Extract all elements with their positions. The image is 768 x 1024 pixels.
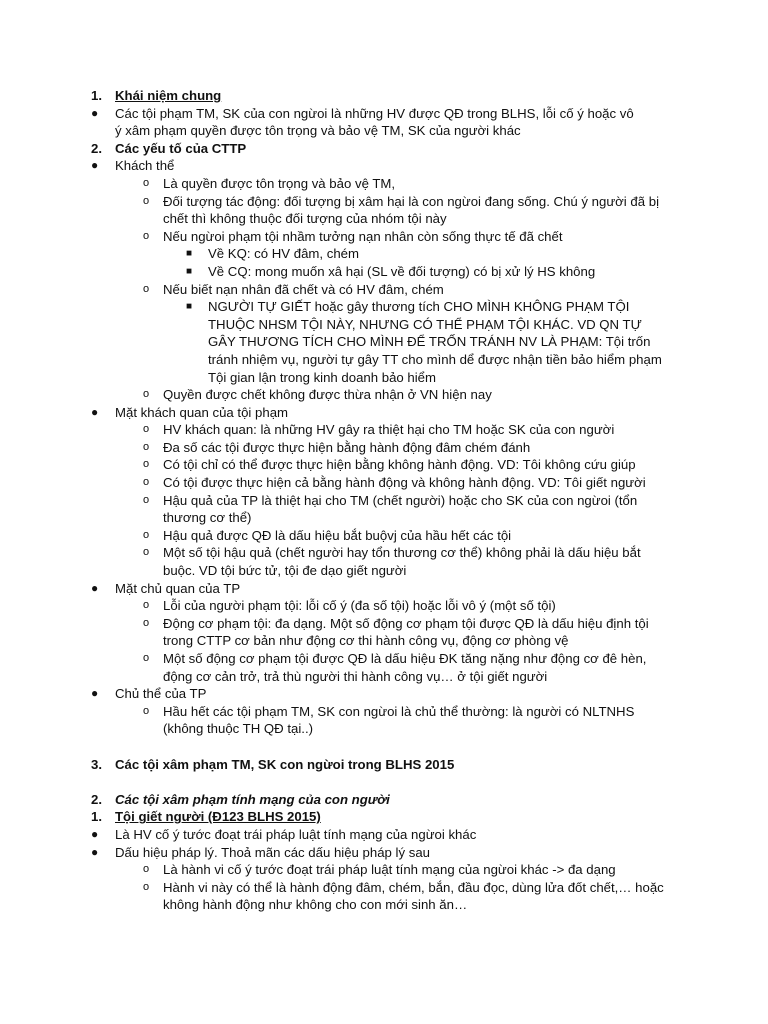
list-item [0, 404, 768, 422]
circle-bullet-icon: o [143, 546, 150, 559]
circle-bullet-icon: o [143, 652, 150, 664]
heading-text: Các yếu tố của CTTP [115, 140, 247, 156]
list-item-text: Mặt khách quan của tội phạm [115, 404, 289, 420]
circle-bullet-icon: o [143, 388, 150, 401]
list-item [0, 263, 768, 281]
bullet-icon: ● [91, 686, 99, 701]
list-item-text: Về KQ: có HV đâm, chém [208, 246, 359, 262]
list-item-text: Nếu biết nạn nhân đã chết và có HV đâm, chém [163, 281, 444, 297]
list-item-text: NGƯỜI TỰ GIẾT hoặc gây thương tích CHO MÌNH KHÔNG PHẠM TỘI THUỘC NHSM TỘI NÀY, NHƯNG CÓ THỂ PHẠM TỘI KHÁC. VD QN TỰ GÂY THƯƠNG TÍCH CHO MÌNH ĐỂ TRỐN TRÁNH NV LÀ PHẠM: Tội trốn tránh nhiệm vụ, người tự gây TT cho mình dể được nhận tiền bảo hiểm phạm Tội gian lận trong kinh doanh bảo hiểm [208, 299, 662, 385]
list-item-text: Là quyền được tôn trọng và bảo vệ TM, [163, 175, 396, 191]
list-item-text: Động cơ phạm tội: đa dạng. Một số động cơ phạm tội được QĐ là dấu hiệu định tội trong CTTP cơ bản như động cơ thi hành công vụ, động cơ phòng vệ [163, 615, 649, 649]
list-item [0, 421, 768, 439]
list-number: 2. [91, 791, 102, 807]
circle-bullet-icon: o [143, 599, 150, 612]
list-number: 1. [91, 809, 102, 825]
heading-text: Khái niệm chung [115, 88, 222, 103]
circle-bullet-icon: o [143, 476, 150, 489]
heading-toi-xam-pham-tinh-mang [0, 791, 768, 809]
list-item-text: Khách thể [115, 158, 175, 174]
circle-bullet-icon: o [143, 423, 150, 436]
list-item [0, 281, 768, 299]
list-item [0, 650, 768, 685]
list-number: 3. [91, 756, 102, 772]
spacer [0, 738, 768, 756]
list-item-text: Hậu quả được QĐ là dấu hiệu bắt buộvj của hầu hết các tội [163, 527, 512, 543]
list-item [0, 175, 768, 193]
list-item [0, 492, 768, 527]
square-bullet-icon: ■ [186, 301, 193, 313]
list-item-text: Nếu ngừoi phạm tội nhầm tưởng nạn nhân còn sống thực tế đã chết [163, 228, 563, 244]
list-item [0, 298, 768, 386]
list-item [0, 861, 768, 879]
bullet-icon: ● [91, 844, 99, 859]
bullet-icon: ● [91, 105, 99, 120]
square-bullet-icon: ■ [186, 248, 193, 260]
circle-bullet-icon: o [143, 704, 150, 717]
square-bullet-icon: ■ [186, 265, 193, 277]
list-item-text: Là hành vi cố ý tước đoạt trái pháp luật tính mạng của ngừoi khác -> đa dạng [163, 862, 616, 878]
list-item-text: Đối tượng tác động: đối tượng bị xâm hại là con ngừoi đang sống. Chú ý người đã bị chết thì không thuộc đối tượng của nhóm tội này [163, 193, 659, 227]
circle-bullet-icon: o [143, 229, 150, 242]
heading-toi-giet-nguoi [0, 808, 768, 826]
list-item-text: Đa số các tội được thực hiện bằng hành động đâm chém đánh [163, 439, 531, 455]
list-item [0, 228, 768, 246]
list-item-text: Chủ thể của TP [115, 686, 207, 702]
circle-bullet-icon: o [143, 863, 150, 876]
heading-text: Các tội xâm phạm tính mạng của con người [115, 791, 390, 807]
list-item-text: Hậu quả của TP là thiệt hại cho TM (chết người) hoặc cho SK của con ngừoi (tổn thương cơ thể) [163, 492, 638, 526]
list-item-text: Lỗi của người phạm tội: lỗi cố ý (đa số tội) hoặc lỗi vô ý (một số tội) [163, 598, 556, 614]
heading-khai-niem-chung [0, 87, 768, 105]
circle-bullet-icon: o [143, 880, 150, 893]
circle-bullet-icon: o [143, 282, 150, 295]
list-item-text: Có tội được thực hiện cả bằng hành động và không hành động. VD: Tôi giết người [163, 475, 646, 491]
list-item-text: Một số tội hậu quả (chết người hay tổn thương cơ thể) không phải là dấu hiệu bắt buộc. VD tội bức tử, tội đe dạo giết người [163, 545, 641, 579]
list-item [0, 439, 768, 457]
list-item [0, 105, 768, 140]
list-item-text: HV khách quan: là những HV gây ra thiệt hại cho TM hoặc SK của con người [163, 422, 615, 438]
list-item-text: Về CQ: mong muốn xâ hại (SL về đối tượng) có bị xử lý HS không [208, 263, 596, 279]
list-item [0, 193, 768, 228]
circle-bullet-icon: o [143, 176, 150, 189]
list-item [0, 245, 768, 263]
list-number: 2. [91, 140, 102, 156]
heading-text: Các tội xâm phạm TM, SK con ngừoi trong BLHS 2015 [115, 756, 455, 772]
list-number: 1. [91, 88, 102, 103]
list-item [0, 615, 768, 650]
list-item [0, 597, 768, 615]
list-item-text: Hành vi này có thể là hành động đâm, chém, bắn, đầu đọc, dùng lửa đốt chết,… hoặc không hành động như không cho con mới sinh ăn… [163, 879, 664, 913]
bullet-icon: ● [91, 404, 99, 419]
list-item [0, 157, 768, 175]
list-item [0, 386, 768, 404]
circle-bullet-icon: o [143, 528, 150, 541]
list-item-text: Các tội phạm TM, SK của con ngừoi là những HV được QĐ trong BLHS, lỗi cố ý hoặc vô ý xâm phạm quyền được tôn trọng và bảo vệ TM, SK của người khác [115, 105, 634, 139]
circle-bullet-icon: o [143, 616, 150, 629]
list-item-text: Mặt chủ quan của TP [115, 580, 241, 596]
list-item [0, 879, 768, 914]
list-item-text: Có tội chỉ có thể được thực hiện bằng không hành động. VD: Tôi không cứu giúp [163, 457, 636, 473]
list-item [0, 544, 768, 579]
list-item [0, 527, 768, 545]
list-item [0, 474, 768, 492]
spacer [0, 773, 768, 791]
list-item [0, 685, 768, 703]
bullet-icon: ● [91, 826, 99, 841]
list-item-text: Một số động cơ phạm tội được QĐ là dấu hiệu ĐK tăng nặng như động cơ đê hèn, động cơ cản trở, trả thù người thi hành công vụ… ở tội giết người [163, 651, 647, 684]
bullet-icon: ● [91, 158, 99, 173]
heading-text: Tội giết người (Đ123 BLHS 2015) [115, 809, 321, 825]
circle-bullet-icon: o [143, 493, 150, 506]
list-item [0, 580, 768, 598]
list-item [0, 844, 768, 862]
circle-bullet-icon: o [143, 440, 150, 453]
list-item-text: Quyền được chết không được thừa nhận ở VN hiện nay [163, 387, 492, 403]
bullet-icon: ● [91, 580, 99, 595]
list-item [0, 703, 768, 738]
list-item-text: Là HV cố ý tước đoạt trái pháp luật tính mạng của ngừoi khác [115, 826, 477, 842]
list-item-text: Hầu hết các tội phạm TM, SK con ngừoi là chủ thể thường: là người có NLTNHS (không thuộc TH QĐ tại..) [163, 703, 635, 737]
heading-cac-toi-xam-pham [0, 756, 768, 774]
list-item-text: Dấu hiệu pháp lý. Thoả mãn các dấu hiệu pháp lý sau [115, 844, 431, 860]
list-item [0, 826, 768, 844]
list-item [0, 456, 768, 474]
circle-bullet-icon: o [143, 458, 150, 471]
heading-yeu-to-cttp [0, 140, 768, 158]
document-body [0, 87, 768, 914]
circle-bullet-icon: o [143, 194, 150, 207]
